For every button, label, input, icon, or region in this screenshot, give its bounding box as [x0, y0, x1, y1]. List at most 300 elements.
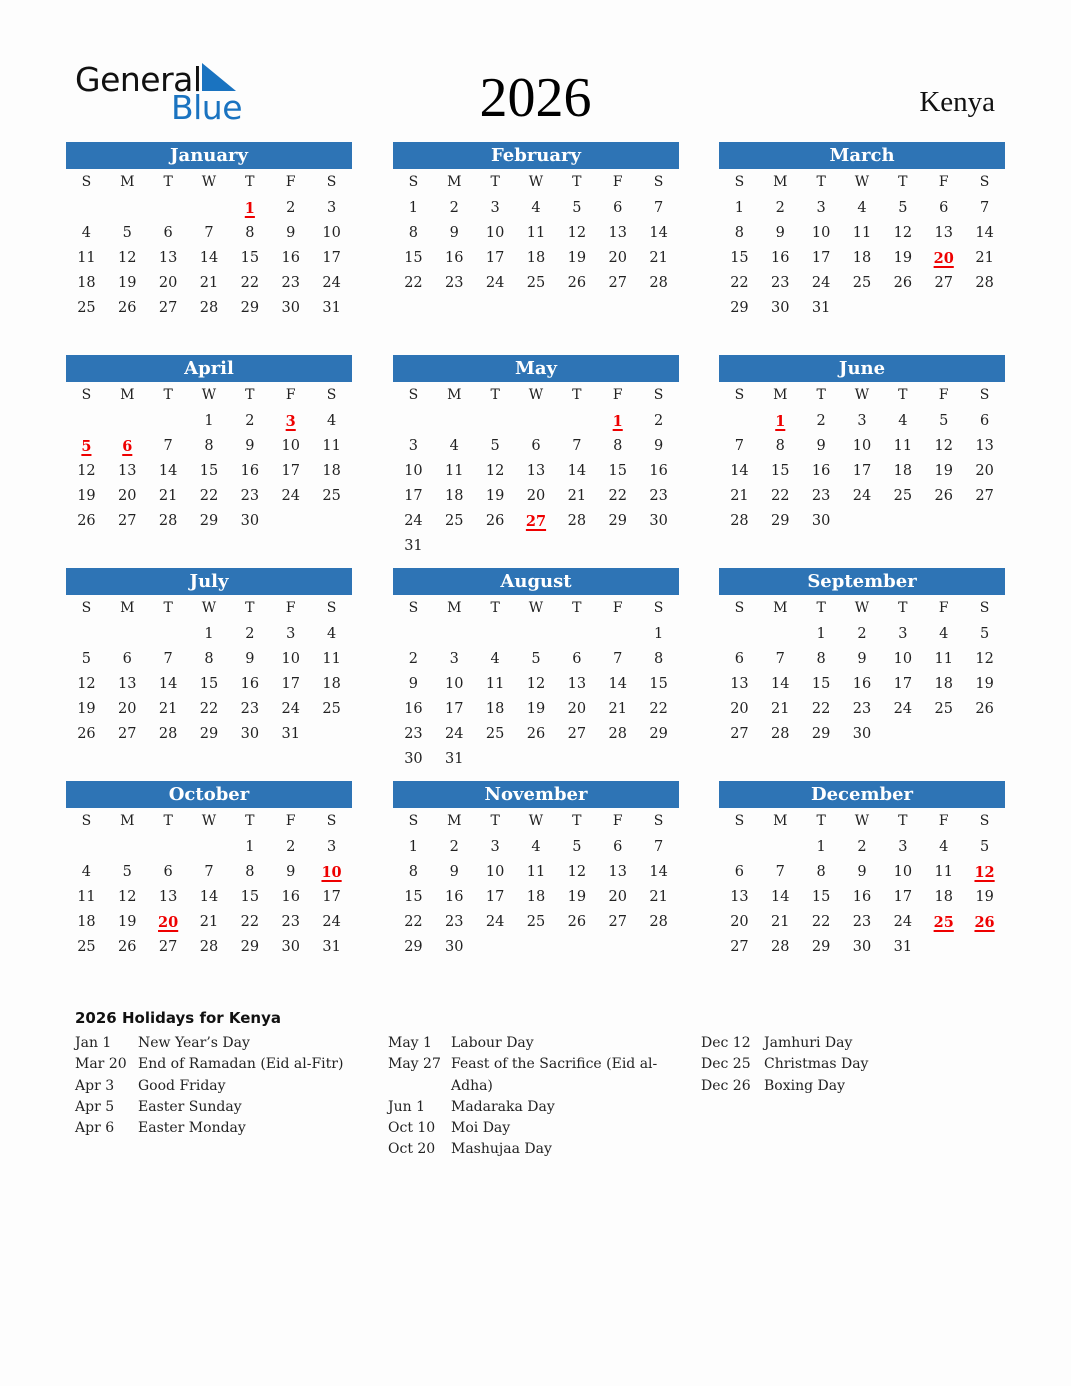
month-may: [393, 355, 679, 559]
holiday-date: May 1: [388, 1035, 432, 1051]
day-cell: 26: [77, 726, 96, 742]
day-cell: 4: [490, 651, 500, 667]
empty-day-cell: [760, 622, 801, 647]
day-cell: 5: [572, 839, 582, 855]
weekday-label: T: [816, 600, 826, 616]
day-cell: 16: [771, 250, 790, 266]
day-cell: 2: [449, 200, 459, 216]
day-cell: 15: [404, 250, 423, 266]
day-cell: 29: [199, 513, 219, 529]
day-cell: 24: [485, 275, 505, 291]
day-cell: 22: [240, 914, 260, 930]
day-cell: 30: [649, 513, 668, 529]
day-cell: 18: [485, 701, 505, 717]
holiday-day-cell: 6: [122, 438, 133, 455]
day-cell: 12: [77, 676, 96, 692]
day-cell: 6: [163, 864, 173, 880]
day-cell: 12: [485, 463, 505, 479]
holiday-name: Easter Sunday: [138, 1098, 242, 1115]
weekday-label: S: [734, 600, 745, 616]
empty-day-cell: [760, 835, 801, 860]
weekday-label: W: [201, 600, 217, 616]
day-cell: 7: [653, 839, 664, 855]
day-cell: 26: [118, 939, 137, 955]
weekday-label: F: [938, 174, 949, 190]
day-cell: 6: [572, 651, 582, 667]
holiday-item: [701, 1033, 991, 1054]
day-cell: 28: [649, 914, 668, 930]
day-cell: 15: [730, 250, 749, 266]
day-cell: 23: [445, 275, 464, 291]
weekday-label: S: [408, 600, 419, 616]
day-cell: 28: [730, 513, 749, 529]
holiday-name: End of Ramadan (Eid al-Fitr): [138, 1056, 344, 1073]
day-cell: 28: [158, 726, 178, 742]
day-cell: 8: [653, 651, 664, 667]
day-cell: 18: [526, 250, 546, 266]
holiday-date: Oct 10: [388, 1120, 436, 1137]
day-cell: 27: [118, 726, 137, 742]
day-cell: 26: [485, 513, 505, 529]
day-cell: 18: [934, 889, 953, 905]
empty-day-cell: [66, 196, 107, 221]
month-header: November: [393, 781, 679, 808]
day-cell: 24: [893, 914, 913, 930]
day-cell: 31: [893, 939, 913, 955]
weekday-label: W: [528, 600, 544, 616]
day-cell: 21: [771, 914, 790, 930]
month-header: October: [66, 781, 352, 808]
empty-day-cell: [516, 409, 557, 434]
day-cell: 23: [240, 701, 260, 717]
day-cell: 21: [649, 250, 668, 266]
day-cell: 30: [281, 300, 300, 316]
month-day-grid: [719, 808, 1005, 960]
day-cell: 25: [934, 701, 953, 717]
day-cell: 8: [408, 864, 419, 880]
day-cell: 18: [445, 488, 464, 504]
empty-day-cell: [556, 622, 597, 647]
holiday-date: Dec 12: [701, 1035, 751, 1051]
month-day-grid: [719, 382, 1005, 534]
day-cell: 13: [526, 463, 546, 479]
day-cell: 8: [816, 651, 826, 667]
holiday-name: Madaraka Day: [451, 1098, 555, 1115]
day-cell: 20: [118, 488, 137, 504]
day-cell: 19: [567, 250, 587, 266]
holiday-name: New Year’s Day: [138, 1035, 250, 1051]
day-cell: 1: [204, 626, 214, 642]
weekday-label: S: [81, 174, 92, 190]
weekday-label: T: [816, 387, 826, 403]
day-cell: 18: [526, 889, 546, 905]
weekday-label: T: [245, 174, 255, 190]
day-cell: 5: [939, 413, 949, 429]
day-cell: 10: [893, 651, 913, 667]
holiday-day-cell: 3: [285, 413, 296, 430]
day-cell: 11: [322, 651, 341, 667]
day-cell: 13: [975, 438, 994, 454]
day-cell: 8: [816, 864, 826, 880]
day-cell: 25: [77, 300, 96, 316]
weekday-label: W: [854, 600, 870, 616]
day-cell: 30: [240, 726, 260, 742]
holiday-day-cell: 20: [158, 914, 179, 931]
weekday-label: F: [938, 387, 949, 403]
day-cell: 15: [771, 463, 790, 479]
day-cell: 2: [775, 200, 785, 216]
weekday-label: S: [653, 813, 664, 829]
day-cell: 16: [445, 889, 464, 905]
day-cell: 19: [975, 889, 994, 905]
holiday-item: [75, 1118, 365, 1139]
weekday-label: S: [979, 387, 990, 403]
day-cell: 31: [322, 939, 341, 955]
day-cell: 27: [567, 726, 587, 742]
day-cell: 1: [816, 839, 826, 855]
day-cell: 11: [77, 250, 96, 266]
day-cell: 21: [158, 701, 178, 717]
empty-day-cell: [66, 622, 107, 647]
weekday-label: S: [408, 174, 419, 190]
month-december: [719, 781, 1005, 960]
holiday-item: [75, 1033, 365, 1054]
holiday-item: [701, 1054, 991, 1075]
day-cell: 25: [893, 488, 913, 504]
day-cell: 28: [649, 275, 668, 291]
day-cell: 7: [163, 651, 173, 667]
day-cell: 14: [771, 889, 790, 905]
month-june: [719, 355, 1005, 534]
day-cell: 2: [816, 413, 826, 429]
empty-day-cell: [475, 409, 516, 434]
day-cell: 19: [526, 701, 546, 717]
day-cell: 16: [649, 463, 668, 479]
weekday-label: W: [201, 813, 217, 829]
holiday-day-cell: 5: [81, 438, 92, 455]
day-cell: 31: [404, 538, 423, 554]
day-cell: 10: [404, 463, 423, 479]
day-cell: 17: [322, 889, 341, 905]
day-cell: 30: [404, 751, 423, 767]
day-cell: 3: [898, 626, 908, 642]
day-cell: 12: [893, 225, 913, 241]
day-cell: 7: [613, 651, 623, 667]
holiday-item: [75, 1097, 365, 1118]
day-cell: 11: [77, 889, 96, 905]
day-cell: 3: [490, 200, 500, 216]
day-cell: 23: [852, 701, 872, 717]
day-cell: 18: [322, 463, 341, 479]
weekday-label: M: [120, 813, 135, 829]
month-header: July: [66, 568, 352, 595]
month-header: June: [719, 355, 1005, 382]
day-cell: 4: [857, 200, 867, 216]
holiday-day-cell: 20: [933, 250, 954, 267]
day-cell: 16: [852, 676, 872, 692]
empty-day-cell: [393, 622, 434, 647]
day-cell: 23: [811, 488, 831, 504]
day-cell: 13: [158, 889, 178, 905]
empty-day-cell: [719, 835, 760, 860]
holiday-day-cell: 10: [321, 864, 342, 881]
day-cell: 30: [811, 513, 831, 529]
day-cell: 27: [118, 513, 137, 529]
holidays-title: 2026 Holidays for Kenya: [75, 1009, 282, 1027]
weekday-label: M: [773, 813, 788, 829]
day-cell: 10: [445, 676, 464, 692]
holiday-item: [701, 1076, 991, 1097]
day-cell: 27: [975, 488, 994, 504]
holiday-date: Dec 25: [701, 1056, 751, 1073]
holiday-day-cell: 27: [525, 513, 547, 530]
day-cell: 23: [649, 488, 668, 504]
empty-day-cell: [148, 196, 189, 221]
holiday-date: May 27: [388, 1056, 441, 1073]
weekday-label: S: [979, 600, 990, 616]
day-cell: 20: [975, 463, 994, 479]
day-cell: 15: [811, 676, 831, 692]
weekday-label: T: [898, 387, 908, 403]
weekday-label: M: [447, 174, 462, 190]
empty-day-cell: [107, 622, 148, 647]
day-cell: 13: [158, 250, 178, 266]
month-header: March: [719, 142, 1005, 169]
holiday-name: Mashujaa Day: [451, 1141, 552, 1158]
day-cell: 5: [572, 200, 582, 216]
day-cell: 7: [979, 200, 990, 216]
day-cell: 4: [326, 413, 337, 429]
day-cell: 24: [852, 488, 872, 504]
weekday-label: S: [979, 813, 990, 829]
day-cell: 13: [934, 225, 953, 241]
empty-day-cell: [66, 409, 107, 434]
day-cell: 18: [852, 250, 872, 266]
day-cell: 17: [322, 250, 341, 266]
day-cell: 10: [322, 225, 341, 241]
day-cell: 16: [852, 889, 872, 905]
day-cell: 2: [857, 626, 867, 642]
day-cell: 13: [118, 676, 137, 692]
day-cell: 20: [567, 701, 587, 717]
day-cell: 26: [118, 300, 137, 316]
day-cell: 8: [245, 225, 255, 241]
day-cell: 10: [485, 225, 505, 241]
day-cell: 1: [245, 839, 255, 855]
day-cell: 16: [281, 250, 300, 266]
weekday-label: T: [245, 387, 255, 403]
month-august: [393, 568, 679, 772]
day-cell: 31: [445, 751, 464, 767]
day-cell: 29: [811, 726, 831, 742]
holiday-name: Moi Day: [451, 1120, 511, 1137]
day-cell: 9: [449, 225, 459, 241]
day-cell: 11: [322, 438, 341, 454]
day-cell: 14: [158, 463, 178, 479]
day-cell: 9: [857, 864, 867, 880]
weekday-label: S: [408, 813, 419, 829]
day-cell: 14: [649, 864, 668, 880]
empty-day-cell: [597, 622, 638, 647]
day-cell: 2: [857, 839, 867, 855]
day-cell: 20: [118, 701, 137, 717]
weekday-label: W: [854, 387, 870, 403]
day-cell: 17: [281, 676, 300, 692]
day-cell: 28: [199, 939, 219, 955]
day-cell: 29: [771, 513, 790, 529]
day-cell: 15: [404, 889, 423, 905]
day-cell: 11: [852, 225, 872, 241]
day-cell: 30: [852, 939, 872, 955]
day-cell: 1: [408, 200, 419, 216]
day-cell: 12: [526, 676, 546, 692]
day-cell: 19: [77, 488, 96, 504]
day-cell: 9: [245, 651, 255, 667]
weekday-label: F: [612, 387, 623, 403]
day-cell: 20: [608, 250, 627, 266]
day-cell: 12: [567, 864, 587, 880]
day-cell: 9: [653, 438, 664, 454]
day-cell: 19: [934, 463, 953, 479]
holiday-name: Labour Day: [451, 1035, 534, 1051]
day-cell: 24: [445, 726, 464, 742]
holiday-date: Mar 20: [75, 1056, 127, 1073]
weekday-label: S: [326, 174, 337, 190]
holiday-item: [388, 1033, 678, 1054]
day-cell: 7: [775, 864, 785, 880]
month-september: [719, 568, 1005, 747]
day-cell: 19: [118, 275, 137, 291]
day-cell: 27: [608, 914, 627, 930]
day-cell: 19: [975, 676, 994, 692]
day-cell: 3: [326, 839, 337, 855]
weekday-label: S: [81, 387, 92, 403]
holiday-date: Oct 20: [388, 1141, 436, 1158]
day-cell: 3: [816, 200, 826, 216]
day-cell: 9: [816, 438, 826, 454]
holiday-day-cell: 12: [974, 864, 995, 881]
weekday-label: T: [490, 174, 500, 190]
day-cell: 16: [811, 463, 831, 479]
month-october: [66, 781, 352, 960]
day-cell: 24: [281, 488, 300, 504]
day-cell: 6: [979, 413, 990, 429]
weekday-label: T: [572, 387, 582, 403]
day-cell: 4: [81, 225, 92, 241]
weekday-label: S: [653, 174, 664, 190]
day-cell: 19: [77, 701, 96, 717]
day-cell: 14: [975, 225, 994, 241]
day-cell: 29: [240, 939, 260, 955]
weekday-label: T: [572, 174, 582, 190]
day-cell: 22: [240, 275, 260, 291]
day-cell: 21: [158, 488, 178, 504]
day-cell: 1: [734, 200, 745, 216]
day-cell: 25: [485, 726, 505, 742]
empty-day-cell: [719, 409, 760, 434]
day-cell: 11: [445, 463, 464, 479]
day-cell: 29: [730, 300, 749, 316]
day-cell: 31: [322, 300, 341, 316]
day-cell: 7: [204, 864, 214, 880]
weekday-label: F: [938, 600, 949, 616]
day-cell: 18: [77, 275, 96, 291]
day-cell: 7: [775, 651, 785, 667]
day-cell: 7: [204, 225, 214, 241]
day-cell: 15: [240, 889, 260, 905]
day-cell: 11: [526, 225, 546, 241]
day-cell: 12: [77, 463, 96, 479]
day-cell: 23: [281, 275, 300, 291]
day-cell: 15: [649, 676, 668, 692]
day-cell: 29: [811, 939, 831, 955]
day-cell: 28: [608, 726, 627, 742]
day-cell: 4: [449, 438, 459, 454]
holiday-name: Easter Monday: [138, 1120, 246, 1137]
holiday-name: Christmas Day: [764, 1056, 869, 1073]
holiday-day-cell: 25: [933, 914, 954, 931]
holiday-day-cell: 1: [244, 200, 255, 217]
weekday-label: S: [734, 813, 745, 829]
day-cell: 24: [893, 701, 913, 717]
holiday-day-cell: 26: [974, 914, 995, 931]
day-cell: 8: [408, 225, 419, 241]
month-header: January: [66, 142, 352, 169]
holiday-date: Dec 26: [701, 1077, 751, 1094]
month-day-grid: [393, 808, 679, 960]
day-cell: 11: [934, 864, 953, 880]
day-cell: 23: [240, 488, 260, 504]
empty-day-cell: [189, 196, 230, 221]
holiday-item: [75, 1054, 365, 1075]
month-day-grid: [66, 595, 352, 747]
month-march: [719, 142, 1005, 321]
day-cell: 28: [771, 726, 790, 742]
month-day-grid: [393, 382, 679, 559]
day-cell: 10: [281, 438, 300, 454]
weekday-label: S: [979, 174, 990, 190]
holiday-item: [388, 1054, 678, 1097]
day-cell: 16: [281, 889, 300, 905]
day-cell: 18: [322, 676, 341, 692]
holiday-item: [75, 1076, 365, 1097]
day-cell: 9: [857, 651, 867, 667]
day-cell: 20: [608, 889, 627, 905]
day-cell: 24: [404, 513, 423, 529]
day-cell: 28: [771, 939, 790, 955]
empty-day-cell: [434, 622, 475, 647]
day-cell: 24: [322, 914, 341, 930]
weekday-label: F: [285, 387, 296, 403]
day-cell: 22: [608, 488, 627, 504]
weekday-label: F: [285, 813, 296, 829]
holiday-column: [388, 1033, 678, 1161]
day-cell: 18: [934, 676, 953, 692]
day-cell: 16: [240, 463, 260, 479]
day-cell: 28: [199, 300, 219, 316]
day-cell: 23: [404, 726, 423, 742]
weekday-label: S: [653, 600, 664, 616]
weekday-label: T: [572, 600, 582, 616]
month-header: December: [719, 781, 1005, 808]
day-cell: 17: [893, 889, 913, 905]
day-cell: 22: [199, 488, 219, 504]
day-cell: 2: [286, 839, 296, 855]
day-cell: 18: [77, 914, 96, 930]
day-cell: 10: [281, 651, 300, 667]
day-cell: 26: [526, 726, 546, 742]
day-cell: 11: [893, 438, 913, 454]
